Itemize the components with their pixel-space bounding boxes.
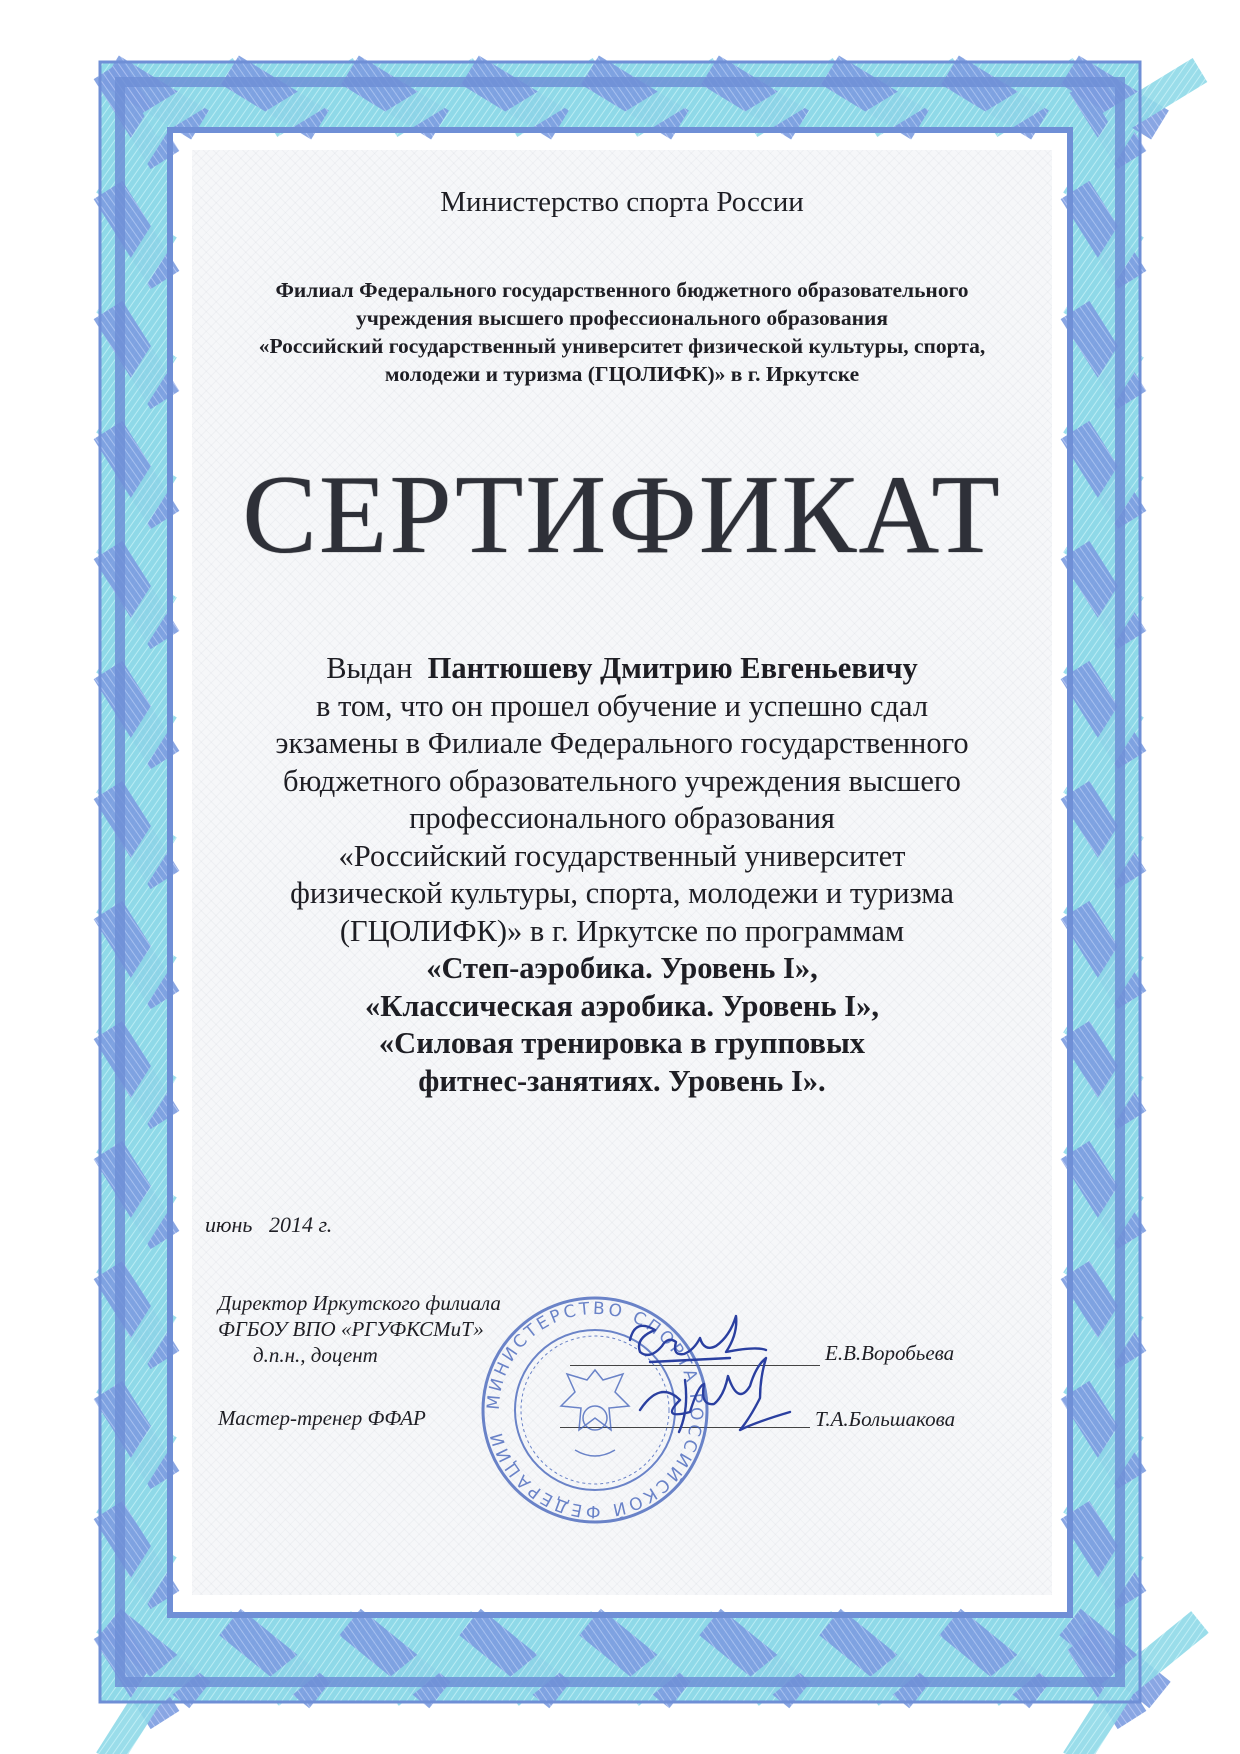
body-line: экзамены в Филиале Федерального государственного xyxy=(275,726,969,760)
certificate-title: СЕРТИФИКАТ xyxy=(242,453,1002,577)
program-item: фитнес-занятиях. Уровень I». xyxy=(418,1063,826,1098)
issue-date: июнь 2014 г. xyxy=(205,1212,333,1237)
recipient-name: Пантюшеву Дмитрию Евгеньевичу xyxy=(427,651,918,685)
body-line: профессионального образования xyxy=(409,801,835,835)
signatory1-name: Е.В.Воробьева xyxy=(825,1341,955,1365)
ministry-name: Министерство спорта России xyxy=(440,186,804,218)
position-line: ФГБОУ ВПО «РГУФКСМиТ» xyxy=(218,1317,484,1341)
handwritten-signatures xyxy=(610,1300,830,1460)
body-line: физической культуры, спорта, молодежи и туризма xyxy=(290,876,954,910)
branch-line: «Российский государственный университет физической культуры, спорта, xyxy=(258,334,986,358)
body-line: бюджетного образовательного учреждения высшего xyxy=(283,763,961,798)
signatory2-name: Т.А.Большакова xyxy=(815,1407,956,1431)
program-item: «Силовая тренировка в групповых xyxy=(378,1026,866,1060)
branch-line: Филиал Федерального государственного бюджетного образовательного xyxy=(275,278,969,302)
issued-line xyxy=(192,650,1052,688)
position-line: д.п.н., доцент xyxy=(253,1343,378,1367)
position-line: Директор Иркутского филиала xyxy=(218,1291,501,1315)
signatory1-position xyxy=(218,1290,501,1368)
body-line: «Российский государственный университет xyxy=(338,838,906,873)
body-line: в том, что он прошел обучение и успешно сдал xyxy=(315,688,929,723)
program-item: «Степ-аэробика. Уровень I», xyxy=(426,951,818,985)
program-item: «Классическая аэробика. Уровень I», xyxy=(364,988,879,1023)
branch-line: молодежи и туризма (ГЦОЛИФК)» в г. Иркутске xyxy=(384,362,860,386)
body-line: (ГЦОЛИФК)» в г. Иркутске по программам xyxy=(339,913,905,948)
issued-prefix: Выдан xyxy=(326,651,413,685)
signatory2-position: Мастер-тренер ФФАР xyxy=(218,1406,426,1430)
certificate-text xyxy=(192,650,1052,1100)
branch-line: учреждения высшего профессионального образования xyxy=(355,306,889,330)
svg-text:МИНИСТЕРСТВО СПОРТА РОССИЙСКОЙ: МИНИСТЕРСТВО СПОРТА РОССИЙСКОЙ ФЕДЕРАЦИИ xyxy=(483,1298,707,1522)
branch-name xyxy=(192,276,1052,388)
